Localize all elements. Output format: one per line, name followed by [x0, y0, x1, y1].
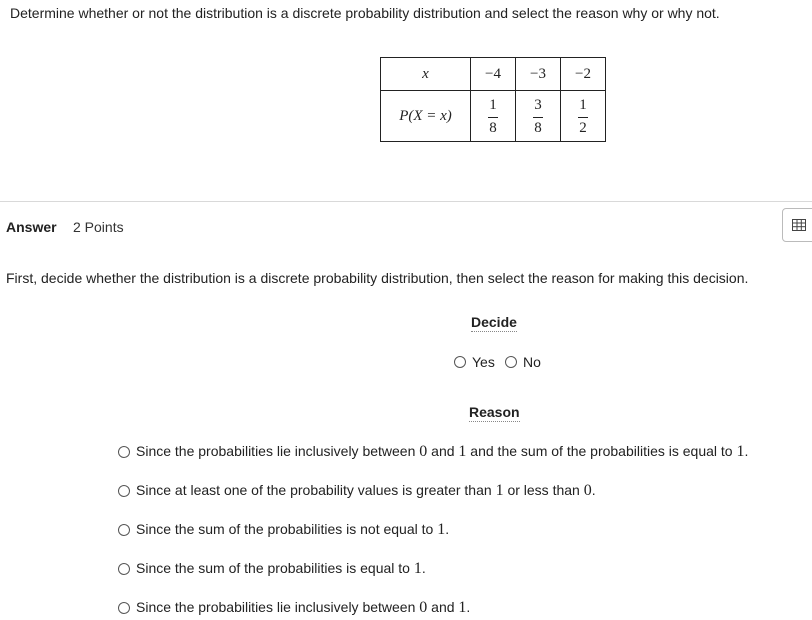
fraction: $\frac{1}{8}$	[489, 96, 497, 136]
option-label: Since the probabilities lie inclusively between 0 and 1.	[136, 599, 471, 616]
fraction: $\frac{3}{8}$	[534, 96, 542, 136]
points-label: 2 Points	[73, 219, 124, 235]
decide-option-no[interactable]	[505, 354, 541, 370]
option-label: No	[523, 354, 541, 370]
calculator-icon	[792, 219, 806, 231]
decide-heading: Decide	[471, 314, 517, 330]
calculator-button[interactable]	[782, 208, 812, 242]
option-label: Since the sum of the probabilities is equal to 1.	[136, 560, 426, 577]
probability-cell	[516, 91, 561, 142]
answer-label: Answer	[6, 219, 57, 235]
x-row	[381, 58, 606, 91]
radio-button[interactable]	[118, 446, 130, 458]
reason-option-2[interactable]	[118, 482, 596, 500]
option-label: Since at least one of the probability values is greater than 1 or less than 0.	[136, 482, 596, 499]
radio-button[interactable]	[118, 602, 130, 614]
reason-option-1[interactable]	[118, 443, 748, 461]
option-label: Since the probabilities lie inclusively between 0 and 1 and the sum of the probabilities is equal to 1.	[136, 443, 749, 460]
decide-option-yes[interactable]	[454, 354, 495, 370]
fraction: $\frac{1}{2}$	[579, 96, 587, 136]
x-value-cell: −3	[516, 58, 561, 91]
radio-button[interactable]	[454, 356, 466, 368]
radio-button[interactable]	[118, 563, 130, 575]
radio-button[interactable]	[118, 485, 130, 497]
distribution-table	[380, 57, 606, 142]
option-label: Yes	[472, 354, 495, 370]
radio-button[interactable]	[505, 356, 517, 368]
reason-option-4[interactable]	[118, 560, 426, 578]
x-value-cell: −4	[471, 58, 516, 91]
reason-option-3[interactable]	[118, 521, 449, 539]
option-label: Since the sum of the probabilities is not equal to 1.	[136, 521, 450, 538]
probability-row	[381, 91, 606, 142]
x-header: x	[381, 58, 471, 91]
x-value-cell: −2	[561, 58, 606, 91]
instruction-text: First, decide whether the distribution is a discrete probability distribution, then select the reason for making this decision.	[6, 270, 749, 286]
reason-option-5[interactable]	[118, 599, 470, 617]
probability-header: P(X = x)	[381, 91, 471, 142]
reason-heading: Reason	[469, 404, 520, 420]
probability-cell	[471, 91, 516, 142]
section-divider	[0, 201, 812, 202]
radio-button[interactable]	[118, 524, 130, 536]
question-text: Determine whether or not the distribution is a discrete probability distribution and select the reason why or why not.	[10, 5, 720, 21]
probability-cell	[561, 91, 606, 142]
